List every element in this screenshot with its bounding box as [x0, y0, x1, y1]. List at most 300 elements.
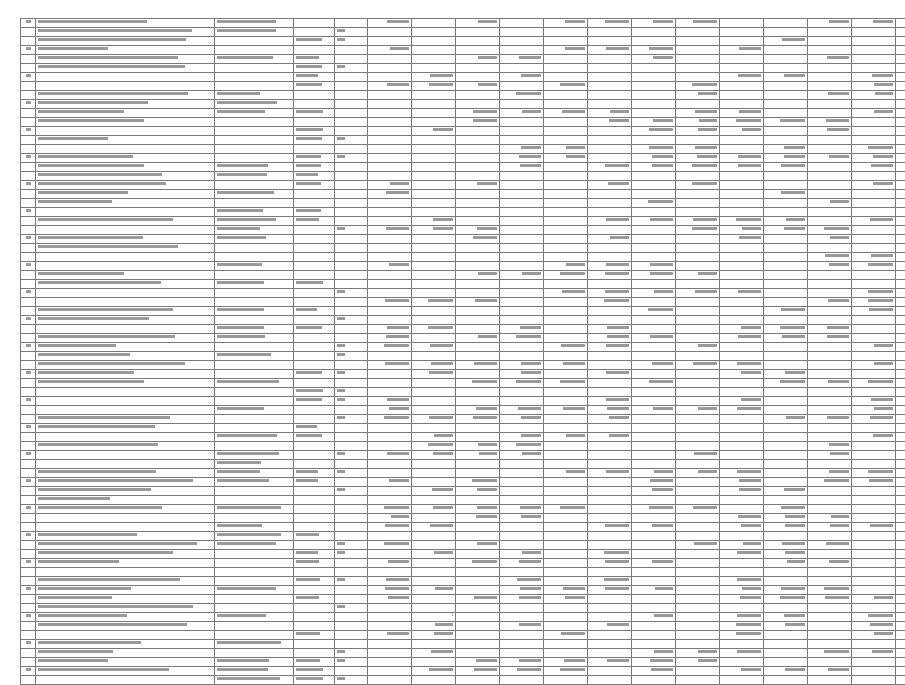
illegible-text: [434, 434, 453, 437]
table-cell: [676, 370, 720, 379]
table-cell: [21, 676, 36, 685]
table-cell: [412, 64, 456, 73]
illegible-text: [605, 164, 629, 167]
table-cell: [544, 649, 588, 658]
illegible-text: [384, 416, 409, 419]
table-cell: [852, 73, 896, 82]
table-cell: [335, 46, 368, 55]
table-cell: [215, 172, 294, 181]
table-cell: [294, 253, 335, 262]
table-cell: [808, 541, 852, 550]
table-cell: [456, 388, 500, 397]
illegible-text: [38, 29, 192, 32]
illegible-text: [38, 596, 112, 599]
table-cell: [412, 82, 456, 91]
table-cell: [500, 19, 544, 28]
illegible-text: [217, 191, 274, 194]
illegible-text: [698, 659, 717, 662]
illegible-text: [217, 434, 277, 437]
table-cell: [456, 559, 500, 568]
table-cell: [632, 91, 676, 100]
table-cell: [36, 298, 215, 307]
illegible-text: [650, 263, 673, 266]
illegible-text: [737, 362, 761, 365]
table-cell: [544, 469, 588, 478]
table-cell: [368, 262, 412, 271]
illegible-text: [296, 632, 320, 635]
table-cell: [456, 442, 500, 451]
illegible-text: [607, 659, 629, 662]
table-cell: [500, 352, 544, 361]
table-cell: [896, 415, 905, 424]
table-cell: [21, 325, 36, 334]
table-cell: [544, 289, 588, 298]
table-cell: [36, 226, 215, 235]
table-cell: [294, 64, 335, 73]
table-cell: [544, 325, 588, 334]
table-cell: [720, 505, 764, 514]
illegible-text: [430, 524, 453, 527]
table-cell: [456, 577, 500, 586]
table-cell: [456, 172, 500, 181]
illegible-text: [38, 623, 187, 626]
illegible-text: [387, 83, 409, 86]
illegible-text: [386, 335, 409, 338]
illegible-text: [519, 560, 541, 563]
table-cell: [764, 91, 808, 100]
illegible-text: [472, 560, 497, 563]
illegible-text: [786, 416, 805, 419]
illegible-text: [477, 488, 497, 491]
table-cell: [412, 586, 456, 595]
illegible-text: [607, 407, 629, 410]
table-cell: [36, 19, 215, 28]
table-cell: [544, 451, 588, 460]
table-cell: [335, 649, 368, 658]
table-cell: [764, 514, 808, 523]
illegible-text: [473, 110, 497, 113]
illegible-text: [428, 443, 453, 446]
table-cell: [335, 469, 368, 478]
table-cell: [500, 82, 544, 91]
table-cell: [412, 631, 456, 640]
table-cell: [412, 415, 456, 424]
table-cell: [21, 379, 36, 388]
illegible-text: [26, 668, 31, 671]
table-cell: [764, 190, 808, 199]
table-cell: [720, 406, 764, 415]
table-cell: [764, 406, 808, 415]
table-cell: [852, 145, 896, 154]
table-row: [21, 163, 905, 172]
table-cell: [808, 469, 852, 478]
table-cell: [456, 298, 500, 307]
illegible-text: [870, 218, 893, 221]
table-cell: [500, 379, 544, 388]
table-cell: [720, 181, 764, 190]
table-cell: [335, 55, 368, 64]
table-row: [21, 514, 905, 523]
table-cell: [544, 28, 588, 37]
table-cell: [896, 100, 905, 109]
table-cell: [36, 406, 215, 415]
table-cell: [456, 190, 500, 199]
table-cell: [456, 550, 500, 559]
table-row: [21, 271, 905, 280]
illegible-text: [868, 290, 893, 293]
illegible-text: [605, 560, 629, 563]
table-cell: [676, 640, 720, 649]
illegible-text: [698, 470, 717, 473]
illegible-text: [38, 416, 170, 419]
table-cell: [808, 631, 852, 640]
table-cell: [412, 514, 456, 523]
table-cell: [36, 577, 215, 586]
table-cell: [456, 469, 500, 478]
table-cell: [215, 577, 294, 586]
table-cell: [412, 388, 456, 397]
table-cell: [456, 100, 500, 109]
table-cell: [215, 127, 294, 136]
table-cell: [896, 64, 905, 73]
table-cell: [412, 622, 456, 631]
table-cell: [720, 415, 764, 424]
table-cell: [808, 163, 852, 172]
table-cell: [852, 640, 896, 649]
table-cell: [588, 631, 632, 640]
illegible-text: [217, 326, 264, 329]
table-cell: [764, 19, 808, 28]
illegible-text: [476, 659, 497, 662]
table-cell: [215, 496, 294, 505]
illegible-text: [829, 263, 849, 266]
table-cell: [21, 298, 36, 307]
illegible-text: [698, 92, 717, 95]
table-cell: [335, 226, 368, 235]
table-cell: [896, 676, 905, 685]
table-cell: [676, 658, 720, 667]
table-cell: [588, 109, 632, 118]
illegible-text: [337, 290, 345, 293]
table-cell: [215, 352, 294, 361]
illegible-text: [780, 380, 805, 383]
table-cell: [500, 541, 544, 550]
illegible-text: [781, 587, 805, 590]
illegible-text: [874, 362, 893, 365]
illegible-text: [655, 587, 673, 590]
table-cell: [632, 415, 676, 424]
illegible-text: [610, 110, 629, 113]
table-cell: [294, 46, 335, 55]
table-row: [21, 451, 905, 460]
table-cell: [500, 163, 544, 172]
table-cell: [852, 649, 896, 658]
table-cell: [215, 262, 294, 271]
table-cell: [500, 640, 544, 649]
table-cell: [21, 271, 36, 280]
table-cell: [720, 559, 764, 568]
illegible-text: [217, 641, 281, 644]
table-cell: [294, 271, 335, 280]
illegible-text: [296, 56, 319, 59]
table-cell: [500, 325, 544, 334]
illegible-text: [38, 20, 147, 23]
table-cell: [764, 145, 808, 154]
table-cell: [500, 226, 544, 235]
illegible-text: [605, 20, 629, 23]
illegible-text: [337, 470, 345, 473]
table-cell: [412, 199, 456, 208]
table-row: [21, 433, 905, 442]
table-cell: [294, 73, 335, 82]
table-cell: [335, 154, 368, 163]
table-cell: [412, 532, 456, 541]
illegible-text: [608, 182, 629, 185]
illegible-text: [38, 578, 180, 581]
illegible-text: [26, 74, 31, 77]
table-cell: [21, 37, 36, 46]
table-cell: [720, 460, 764, 469]
illegible-text: [782, 38, 805, 41]
table-cell: [36, 208, 215, 217]
table-cell: [335, 190, 368, 199]
illegible-text: [26, 20, 31, 23]
table-cell: [294, 649, 335, 658]
illegible-text: [827, 128, 849, 131]
table-cell: [412, 271, 456, 280]
table-cell: [764, 289, 808, 298]
table-cell: [896, 181, 905, 190]
table-cell: [588, 514, 632, 523]
illegible-text: [566, 434, 585, 437]
table-cell: [335, 667, 368, 676]
illegible-text: [605, 524, 629, 527]
illegible-text: [522, 452, 541, 455]
illegible-text: [296, 425, 317, 428]
table-cell: [676, 334, 720, 343]
table-cell: [720, 46, 764, 55]
table-cell: [808, 118, 852, 127]
table-cell: [808, 55, 852, 64]
table-cell: [335, 127, 368, 136]
illegible-text: [736, 623, 761, 626]
table-cell: [412, 379, 456, 388]
table-cell: [500, 451, 544, 460]
table-cell: [368, 388, 412, 397]
table-cell: [215, 118, 294, 127]
illegible-text: [385, 362, 409, 365]
table-cell: [676, 64, 720, 73]
table-cell: [808, 523, 852, 532]
table-cell: [36, 361, 215, 370]
table-cell: [720, 388, 764, 397]
table-cell: [896, 208, 905, 217]
table-cell: [412, 172, 456, 181]
table-row: [21, 82, 905, 91]
table-cell: [294, 82, 335, 91]
table-cell: [896, 658, 905, 667]
illegible-text: [561, 344, 585, 347]
table-cell: [632, 118, 676, 127]
table-cell: [896, 586, 905, 595]
table-cell: [632, 298, 676, 307]
table-cell: [368, 586, 412, 595]
table-cell: [588, 19, 632, 28]
illegible-text: [389, 407, 409, 410]
table-cell: [896, 55, 905, 64]
table-cell: [368, 217, 412, 226]
table-cell: [368, 487, 412, 496]
table-cell: [544, 127, 588, 136]
illegible-text: [296, 74, 318, 77]
table-cell: [456, 514, 500, 523]
table-cell: [764, 433, 808, 442]
illegible-text: [560, 668, 585, 671]
table-row: [21, 46, 905, 55]
table-cell: [36, 595, 215, 604]
table-cell: [412, 298, 456, 307]
table-cell: [896, 109, 905, 118]
table-cell: [632, 262, 676, 271]
illegible-text: [296, 470, 318, 473]
table-cell: [544, 676, 588, 685]
table-cell: [632, 451, 676, 460]
illegible-text: [217, 173, 267, 176]
table-cell: [36, 154, 215, 163]
illegible-text: [38, 362, 185, 365]
table-cell: [215, 550, 294, 559]
illegible-text: [692, 182, 717, 185]
illegible-text: [217, 461, 261, 464]
table-cell: [294, 307, 335, 316]
page-number: 1: [0, 612, 905, 617]
table-cell: [852, 28, 896, 37]
illegible-text: [337, 578, 345, 581]
table-cell: [544, 586, 588, 595]
table-cell: [456, 406, 500, 415]
table-cell: [456, 28, 500, 37]
table-cell: [36, 451, 215, 460]
table-cell: [544, 541, 588, 550]
table-cell: [896, 136, 905, 145]
table-cell: [896, 91, 905, 100]
table-cell: [632, 28, 676, 37]
illegible-text: [434, 632, 453, 635]
table-cell: [21, 640, 36, 649]
table-cell: [456, 262, 500, 271]
table-cell: [36, 676, 215, 685]
table-cell: [676, 28, 720, 37]
table-row: [21, 208, 905, 217]
illegible-text: [605, 272, 629, 275]
table-cell: [335, 415, 368, 424]
table-cell: [896, 631, 905, 640]
table-cell: [808, 289, 852, 298]
table-cell: [456, 487, 500, 496]
illegible-text: [652, 155, 673, 158]
table-cell: [215, 370, 294, 379]
table-cell: [588, 226, 632, 235]
table-cell: [456, 478, 500, 487]
table-cell: [456, 631, 500, 640]
illegible-text: [829, 20, 849, 23]
table-cell: [335, 208, 368, 217]
table-cell: [720, 271, 764, 280]
table-cell: [456, 361, 500, 370]
table-cell: [676, 541, 720, 550]
table-cell: [412, 496, 456, 505]
table-cell: [456, 145, 500, 154]
table-cell: [36, 145, 215, 154]
illegible-text: [390, 47, 409, 50]
illegible-text: [38, 110, 124, 113]
table-cell: [368, 235, 412, 244]
table-cell: [764, 397, 808, 406]
table-cell: [632, 163, 676, 172]
table-cell: [632, 532, 676, 541]
illegible-text: [337, 137, 345, 140]
table-cell: [294, 298, 335, 307]
illegible-text: [26, 101, 31, 104]
table-cell: [720, 640, 764, 649]
table-cell: [544, 262, 588, 271]
illegible-text: [432, 488, 453, 491]
table-cell: [588, 388, 632, 397]
illegible-text: [217, 101, 277, 104]
illegible-text: [522, 272, 541, 275]
illegible-text: [337, 155, 345, 158]
illegible-text: [38, 218, 173, 221]
table-cell: [36, 190, 215, 199]
table-cell: [720, 568, 764, 577]
table-cell: [852, 505, 896, 514]
illegible-text: [560, 506, 585, 509]
table-cell: [335, 109, 368, 118]
table-cell: [21, 172, 36, 181]
table-cell: [764, 100, 808, 109]
illegible-text: [738, 164, 761, 167]
illegible-text: [296, 218, 319, 221]
table-cell: [852, 280, 896, 289]
table-cell: [500, 37, 544, 46]
table-cell: [412, 343, 456, 352]
table-cell: [588, 253, 632, 262]
table-cell: [896, 235, 905, 244]
table-cell: [896, 127, 905, 136]
illegible-text: [296, 38, 322, 41]
illegible-text: [827, 335, 849, 338]
table-cell: [335, 136, 368, 145]
table-cell: [294, 577, 335, 586]
illegible-text: [38, 56, 178, 59]
table-cell: [544, 667, 588, 676]
table-cell: [500, 595, 544, 604]
illegible-text: [738, 155, 761, 158]
table-row: [21, 523, 905, 532]
illegible-text: [474, 362, 497, 365]
illegible-text: [785, 515, 805, 518]
illegible-text: [473, 119, 497, 122]
table-cell: [852, 325, 896, 334]
table-cell: [456, 541, 500, 550]
table-cell: [588, 478, 632, 487]
illegible-text: [433, 128, 453, 131]
table-cell: [456, 307, 500, 316]
table-cell: [335, 280, 368, 289]
illegible-text: [566, 470, 585, 473]
table-cell: [632, 622, 676, 631]
table-cell: [632, 370, 676, 379]
